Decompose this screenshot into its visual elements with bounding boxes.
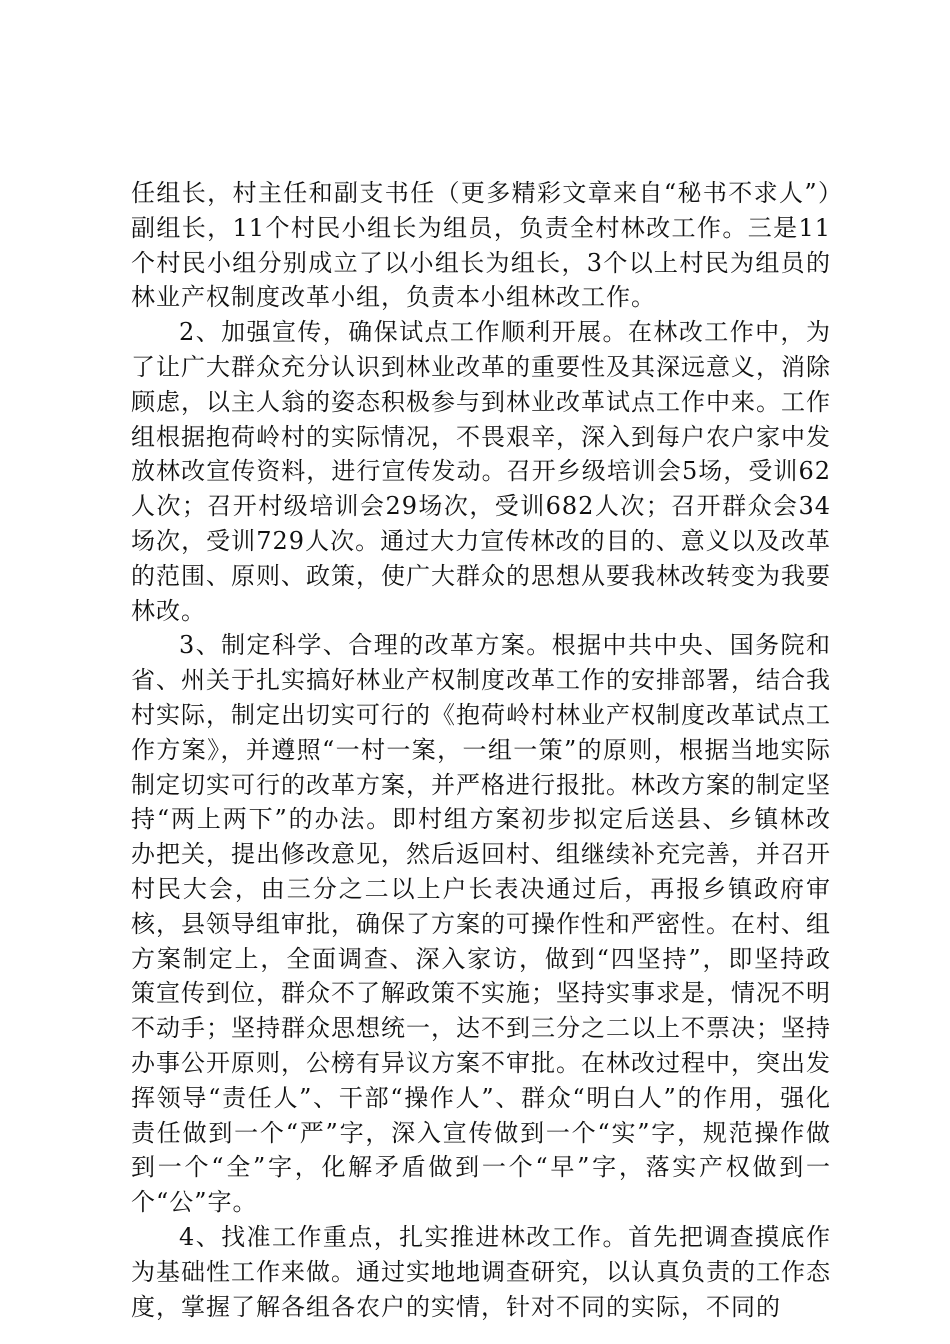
paragraph-1: 任组长，村主任和副支书任（更多精彩文章来自“秘书不求人”）副组长，11个村民小组长为组员，负责全村林改工作。三是11个村民小组分别成立了以小组长为组长，3个以上村民为组员的林业产权制度改革小组，负责本小组林改工作。 — [131, 179, 831, 312]
paragraph-4: 4、找准工作重点，扎实推进林改工作。首先把调查摸底作为基础性工作来做。通过实地地调查研究，以认真负责的工作态度，掌握了解各组各农户的实情，针对不同的实际，不同的 — [131, 1222, 831, 1321]
paragraph-2: 2、加强宣传，确保试点工作顺利开展。在林改工作中，为了让广大群众充分认识到林业改革的重要性及其深远意义，消除顾虑，以主人翁的姿态积极参与到林业改革试点工作中来。工作组根据抱荷岭村的实际情况，不畏艰辛，深入到每户农户家中发放林改宣传资料，进行宣传发动。召开乡级培训会5场，受训62人次；召开村级培训会29场次，受训682人次；召开群众会34场次，受训729人次。通过大力宣传林改的目的、意义以及改革的范围、原则、政策，使广大群众的思想从要我林改转变为我要林改。 — [131, 318, 831, 625]
document-body — [131, 176, 831, 1324]
paragraph-3: 3、制定科学、合理的改革方案。根据中共中央、国务院和省、州关于扎实搞好林业产权制度改革工作的安排部署，结合我村实际，制定出切实可行的《抱荷岭村林业产权制度改革试点工作方案》，并遵照“一村一案，一组一策”的原则，根据当地实际制定切实可行的改革方案，并严格进行报批。林改方案的制定坚持“两上两下”的办法。即村组方案初步拟定后送县、乡镇林改办把关，提出修改意见，然后返回村、组继续补充完善，并召开村民大会，由三分之二以上户长表决通过后，再报乡镇政府审核，县领导组审批，确保了方案的可操作性和严密性。在村、组方案制定上，全面调查、深入家访，做到“四坚持”，即坚持政策宣传到位，群众不了解政策不实施；坚持实事求是，情况不明不动手；坚持群众思想统一，达不到三分之二以上不票决；坚持办事公开原则，公榜有异议方案不审批。在林改过程中，突出发挥领导“责任人”、干部“操作人”、群众“明白人”的作用，强化责任做到一个“严”字，深入宣传做到一个“实”字，规范操作做到一个“全”字，化解矛盾做到一个“早”字，落实产权做到一个“公”字。 — [131, 631, 831, 1217]
